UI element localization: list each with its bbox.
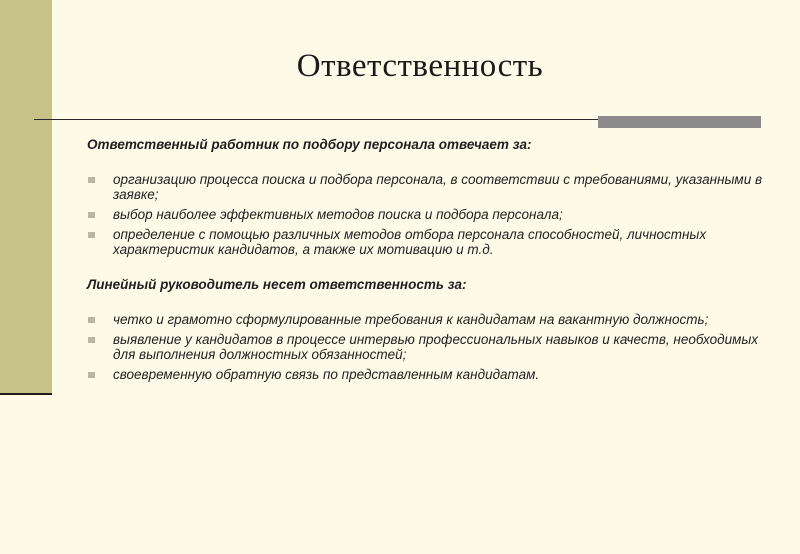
bullet-square-icon (88, 337, 95, 343)
list-item (87, 227, 767, 257)
bullet-square-icon (88, 317, 95, 323)
list-item-text: четко и грамотно сформулированные требования к кандидатам на вакантную должность; (113, 312, 709, 327)
slide-content (87, 137, 767, 387)
list-item-text: выбор наиболее эффективных методов поиска и подбора персонала; (113, 207, 563, 222)
left-band-underline (0, 393, 52, 395)
list-item (87, 207, 767, 222)
bullet-square-icon (88, 212, 95, 218)
list-item-text: определение с помощью различных методов отбора персонала способностей, личностных характеристик кандидатов, а также их мотивацию и т.д. (113, 227, 707, 257)
bullet-square-icon (88, 177, 95, 183)
list-item (87, 332, 767, 362)
section1-heading: Ответственный работник по подбору персонала отвечает за: (87, 137, 532, 152)
bullet-square-icon (88, 232, 95, 238)
list-item-text: своевременную обратную связь по представленным кандидатам. (113, 367, 540, 382)
list-item-text: организацию процесса поиска и подбора персонала, в соответствии с требованиями, указанными в заявке; (113, 172, 762, 202)
title-divider-block (598, 116, 761, 128)
slide-title: Ответственность (296, 48, 544, 84)
section1-list (87, 172, 767, 257)
list-item (87, 312, 767, 327)
section2-heading: Линейный руководитель несет ответственность за: (87, 277, 467, 292)
list-item (87, 367, 767, 382)
bullet-square-icon (88, 372, 95, 378)
section2-list (87, 312, 767, 382)
list-item-text: выявление у кандидатов в процессе интервью профессиональных навыков и качеств, необходимых для выполнения должностных обязанностей; (113, 332, 759, 362)
list-item (87, 172, 767, 202)
